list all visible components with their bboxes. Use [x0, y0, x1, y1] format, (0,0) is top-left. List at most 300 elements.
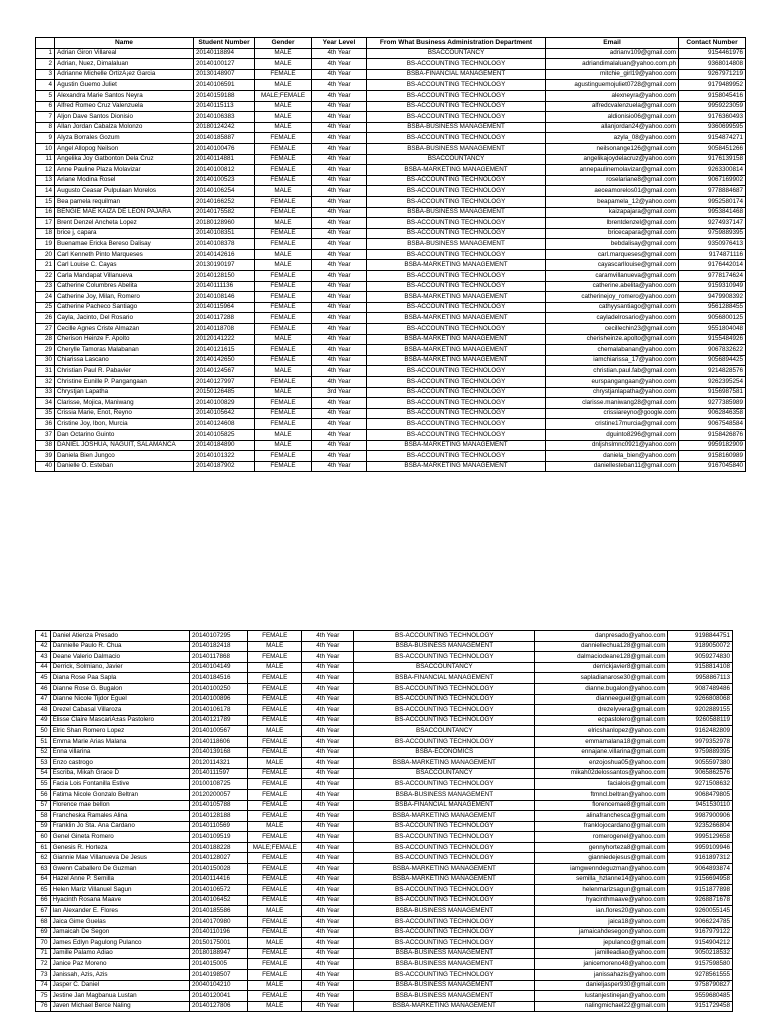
- cell-year-level: 4th Year: [312, 313, 367, 324]
- cell-department: BSACCOUNTANCY: [354, 768, 535, 779]
- cell-gender: FEMALE: [255, 398, 312, 409]
- cell-student-number: 20140121615: [194, 345, 255, 356]
- cell-email: eurspangangaan@yahoo.com: [546, 377, 679, 388]
- cell-name: Genesis R. Horteza: [50, 842, 189, 853]
- cell-department: BS-ACCOUNTING TECHNOLOGY: [354, 683, 535, 694]
- cell-contact-number: 9154904212: [668, 938, 733, 949]
- cell-email: annepaulinemolavizar@gmail.com: [546, 165, 679, 176]
- cell-contact-number: 9055597380: [668, 758, 733, 769]
- cell-contact-number: 9202889155: [668, 705, 733, 716]
- cell-index: 68: [36, 917, 51, 928]
- cell-contact-number: 9154874271: [679, 133, 746, 144]
- table-row: [36, 48, 746, 59]
- cell-year-level: 4th Year: [302, 874, 354, 885]
- cell-gender: MALE: [255, 186, 312, 197]
- table-row: [36, 906, 733, 917]
- cell-department: BSBA-MARKETING MANAGEMENT: [367, 334, 546, 345]
- cell-year-level: 4th Year: [302, 1001, 354, 1012]
- cell-email: cecillechin23@gmail.com: [546, 324, 679, 335]
- cell-email: azyla_08@yahoo.com: [546, 133, 679, 144]
- table-row: [36, 260, 746, 271]
- cell-index: 73: [36, 970, 51, 981]
- cell-contact-number: 9056800125: [679, 313, 746, 324]
- cell-department: BSBA-FINANCIAL MANAGEMENT: [367, 69, 546, 80]
- cell-email: catherinejoy_romero@yahoo.com: [546, 292, 679, 303]
- table-row: [36, 228, 746, 239]
- cell-gender: FEMALE: [248, 970, 302, 981]
- cell-email: cathyysantiago@gmail.com: [546, 302, 679, 313]
- cell-student-number: 20140100476: [194, 143, 255, 154]
- cell-contact-number: 9778174624: [679, 271, 746, 282]
- table-row: [36, 811, 733, 822]
- cell-email: aldionisio06@gmail.com: [546, 112, 679, 123]
- cell-index: 33: [36, 387, 55, 398]
- cell-year-level: 4th Year: [312, 377, 367, 388]
- cell-year-level: 4th Year: [312, 218, 367, 229]
- cell-index: 47: [36, 694, 51, 705]
- cell-email: semilla_hzlanne14@yahoo.com: [535, 874, 668, 885]
- cell-contact-number: 9235266804: [668, 821, 733, 832]
- table-row: [36, 821, 733, 832]
- cell-email: adriandimalaluan@yahoo.com.ph: [546, 59, 679, 70]
- cell-year-level: 4th Year: [302, 652, 354, 663]
- cell-gender: FEMALE: [255, 345, 312, 356]
- cell-student-number: 20140114881: [194, 154, 255, 165]
- cell-department: BSBA-MARKETING MANAGEMENT: [367, 313, 546, 324]
- cell-student-number: 20130148907: [194, 69, 255, 80]
- cell-index: 10: [36, 143, 55, 154]
- cell-index: 46: [36, 683, 51, 694]
- table-row: [36, 631, 733, 642]
- cell-gender: FEMALE: [255, 239, 312, 250]
- cell-department: BS-ACCOUNTING TECHNOLOGY: [367, 175, 546, 186]
- table-row: [36, 726, 733, 737]
- cell-email: drezelyvera@gmail.com: [535, 705, 668, 716]
- cell-department: BSBA-MARKETING MANAGEMENT: [354, 864, 535, 875]
- cell-name: Aljon Dave Santos Dionisio: [55, 112, 194, 123]
- cell-email: dnljshslmnc0921@yahoo.com: [546, 440, 679, 451]
- cell-contact-number: 9167045840: [679, 461, 746, 472]
- cell-year-level: 4th Year: [312, 143, 367, 154]
- cell-department: BSBA-ECONOMICS: [354, 747, 535, 758]
- cell-student-number: 20140142650: [194, 355, 255, 366]
- cell-department: BS-ACCOUNTING TECHNOLOGY: [367, 133, 546, 144]
- cell-gender: FEMALE: [248, 715, 302, 726]
- table-row: [36, 864, 733, 875]
- cell-name: Adrianne Michelle OrtizÃ¡ez Garcia: [55, 69, 194, 80]
- cell-gender: FEMALE: [248, 673, 302, 684]
- table-row: [36, 673, 733, 684]
- cell-student-number: 20140105825: [194, 429, 255, 440]
- cell-gender: FEMALE: [255, 133, 312, 144]
- cell-student-number: 20150175001: [189, 938, 247, 949]
- cell-year-level: 4th Year: [312, 398, 367, 409]
- cell-index: 14: [36, 186, 55, 197]
- cell-department: BSBA-BUSINESS MANAGEMENT: [354, 948, 535, 959]
- table-row: [36, 59, 746, 70]
- table-row: [36, 408, 746, 419]
- cell-contact-number: 9987900906: [668, 811, 733, 822]
- cell-student-number: 20140128027: [189, 853, 247, 864]
- cell-contact-number: 9059274830: [668, 652, 733, 663]
- cell-contact-number: 9065862576: [668, 768, 733, 779]
- table-row: [36, 451, 746, 462]
- table-row: [36, 832, 733, 843]
- cell-year-level: 4th Year: [302, 948, 354, 959]
- cell-name: BENGIE MAE KAIZA DE LEON PAJARA: [55, 207, 194, 218]
- cell-department: BSACCOUNTANCY: [367, 48, 546, 59]
- cell-email: cayladelrosario@yahoo.com: [546, 313, 679, 324]
- cell-email: cristine17murcia@gmail.com: [546, 419, 679, 430]
- cell-student-number: 20140105788: [189, 800, 247, 811]
- table-row: [36, 970, 733, 981]
- cell-department: BSBA-MARKETING MANAGEMENT: [354, 811, 535, 822]
- cell-contact-number: 9067832622: [679, 345, 746, 356]
- cell-gender: MALE: [255, 387, 312, 398]
- cell-gender: MALE: [255, 112, 312, 123]
- cell-name: Carl Louise C. Cayas: [55, 260, 194, 271]
- cell-contact-number: 9179489952: [679, 80, 746, 91]
- cell-index: 16: [36, 207, 55, 218]
- table-row: [36, 366, 746, 377]
- cell-year-level: 4th Year: [302, 832, 354, 843]
- cell-email: cayascarllouise@gmail.com: [546, 260, 679, 271]
- table-row: [36, 991, 733, 1002]
- cell-year-level: 3rd Year: [312, 387, 367, 398]
- cell-year-level: 4th Year: [302, 673, 354, 684]
- cell-contact-number: 9778884687: [679, 186, 746, 197]
- cell-name: Francheska Ramales Alina: [50, 811, 189, 822]
- table-row: [36, 334, 746, 345]
- cell-name: Enna villarina: [50, 747, 189, 758]
- cell-student-number: 20140106572: [189, 885, 247, 896]
- cell-index: 8: [36, 122, 55, 133]
- cell-year-level: 4th Year: [312, 366, 367, 377]
- cell-department: BS-ACCOUNTING TECHNOLOGY: [367, 101, 546, 112]
- cell-name: Dan Octarino Guinto: [55, 429, 194, 440]
- table-row: [36, 133, 746, 144]
- table-row: [36, 377, 746, 388]
- cell-index: 60: [36, 832, 51, 843]
- cell-contact-number: 9154461976: [679, 48, 746, 59]
- cell-contact-number: 9167979122: [668, 927, 733, 938]
- cell-index: 67: [36, 906, 51, 917]
- cell-year-level: 4th Year: [312, 154, 367, 165]
- table-row: [36, 895, 733, 906]
- cell-email: bebdalisay@gmail.com: [546, 239, 679, 250]
- table-row: [36, 281, 746, 292]
- cell-name: Dianne Rose G. Bugalon: [50, 683, 189, 694]
- cell-student-number: 20140127997: [194, 377, 255, 388]
- cell-name: Adrian, Nuez, Dimalaluan: [55, 59, 194, 70]
- cell-gender: FEMALE: [255, 207, 312, 218]
- table-row: [36, 461, 746, 472]
- cell-index: 19: [36, 239, 55, 250]
- cell-year-level: 4th Year: [312, 175, 367, 186]
- cell-student-number: 20140184516: [189, 673, 247, 684]
- cell-gender: FEMALE: [248, 694, 302, 705]
- cell-student-number: 20120141222: [194, 334, 255, 345]
- cell-student-number: 20180128960: [194, 218, 255, 229]
- cell-gender: FEMALE: [248, 631, 302, 642]
- cell-student-number: 20140170980: [189, 917, 247, 928]
- cell-name: Ian Alexander E. Flores: [50, 906, 189, 917]
- cell-gender: MALE: [255, 48, 312, 59]
- cell-year-level: 4th Year: [312, 260, 367, 271]
- cell-contact-number: 9758790827: [668, 980, 733, 991]
- cell-gender: MALE: [248, 980, 302, 991]
- cell-year-level: 4th Year: [312, 271, 367, 282]
- table-row: [36, 101, 746, 112]
- cell-student-number: 20140150028: [189, 864, 247, 875]
- cell-year-level: 4th Year: [312, 249, 367, 260]
- cell-index: 26: [36, 313, 55, 324]
- cell-email: alexneyra@yahoo.com: [546, 90, 679, 101]
- header-email: Email: [546, 38, 679, 49]
- cell-index: 43: [36, 652, 51, 663]
- cell-gender: FEMALE: [255, 271, 312, 282]
- cell-student-number: 20120200057: [189, 789, 247, 800]
- cell-name: Crissia Marie, Enot, Reyno: [55, 408, 194, 419]
- cell-year-level: 4th Year: [312, 228, 367, 239]
- cell-index: 7: [36, 112, 55, 123]
- table-row: [36, 175, 746, 186]
- cell-year-level: 4th Year: [302, 768, 354, 779]
- cell-year-level: 4th Year: [312, 59, 367, 70]
- cell-contact-number: 9151729458: [668, 1001, 733, 1012]
- cell-email: danieljasper930@gmail.com: [535, 980, 668, 991]
- cell-student-number: 20140100127: [194, 59, 255, 70]
- cell-department: BSBA-MARKETING MANAGEMENT: [367, 345, 546, 356]
- table-row: [36, 324, 746, 335]
- cell-year-level: 4th Year: [302, 821, 354, 832]
- cell-department: BS-ACCOUNTING TECHNOLOGY: [354, 927, 535, 938]
- cell-gender: MALE: [255, 260, 312, 271]
- cell-contact-number: 9066224785: [668, 917, 733, 928]
- cell-gender: FEMALE: [248, 927, 302, 938]
- cell-index: 28: [36, 334, 55, 345]
- cell-index: 22: [36, 271, 55, 282]
- cell-gender: FEMALE: [248, 885, 302, 896]
- cell-index: 32: [36, 377, 55, 388]
- cell-year-level: 4th Year: [312, 292, 367, 303]
- cell-name: Escriba, Mikah Grace D: [50, 768, 189, 779]
- cell-department: BSBA-BUSINESS MANAGEMENT: [367, 239, 546, 250]
- cell-index: 66: [36, 895, 51, 906]
- cell-student-number: 20140118708: [194, 324, 255, 335]
- cell-contact-number: 9959223059: [679, 101, 746, 112]
- cell-name: Facia Lois Fontanilla Estive: [50, 779, 189, 790]
- cell-name: Hazel Anne P. Semilla: [50, 874, 189, 885]
- cell-name: Chiarissa Lascano: [55, 355, 194, 366]
- cell-email: lbrentdenzel@gmail.com: [546, 218, 679, 229]
- cell-name: Anne Pauline Plaza Molavizar: [55, 165, 194, 176]
- cell-index: 25: [36, 302, 55, 313]
- cell-name: Drezel Cabasal Villaroza: [50, 705, 189, 716]
- cell-contact-number: 9559680485: [668, 991, 733, 1002]
- cell-name: Catherine Columbres Abelita: [55, 281, 194, 292]
- cell-department: BSBA-BUSINESS MANAGEMENT: [354, 991, 535, 1002]
- cell-year-level: 4th Year: [312, 239, 367, 250]
- cell-name: Cherylle Tamoras Malabanan: [55, 345, 194, 356]
- cell-gender: MALE: [255, 249, 312, 260]
- cell-student-number: 20140198507: [189, 970, 247, 981]
- student-table-part-1: [35, 37, 746, 472]
- cell-index: 13: [36, 175, 55, 186]
- header-year-level: Year Level: [312, 38, 367, 49]
- cell-student-number: 20140105642: [194, 408, 255, 419]
- cell-name: Agustin Guemo Juliet: [55, 80, 194, 91]
- cell-student-number: 20140118606: [189, 736, 247, 747]
- cell-year-level: 4th Year: [312, 90, 367, 101]
- cell-student-number: 20140188228: [189, 842, 247, 853]
- cell-year-level: 4th Year: [312, 133, 367, 144]
- cell-department: BS-ACCOUNTING TECHNOLOGY: [354, 938, 535, 949]
- student-table-part-2: [35, 630, 733, 1012]
- cell-student-number: 20140139168: [189, 747, 247, 758]
- cell-year-level: 4th Year: [312, 461, 367, 472]
- cell-department: BS-ACCOUNTING TECHNOLOGY: [367, 186, 546, 197]
- cell-department: BS-ACCOUNTING TECHNOLOGY: [367, 59, 546, 70]
- cell-year-level: 4th Year: [302, 885, 354, 896]
- cell-index: 37: [36, 429, 55, 440]
- cell-contact-number: 9260055145: [668, 906, 733, 917]
- cell-name: Janice Paz Moreno: [50, 959, 189, 970]
- cell-year-level: 4th Year: [302, 789, 354, 800]
- header-gender: Gender: [255, 38, 312, 49]
- cell-name: Giannie Mae Villanueva De Jesus: [50, 853, 189, 864]
- table-row: [36, 355, 746, 366]
- table-row: [36, 387, 746, 398]
- cell-year-level: 4th Year: [302, 811, 354, 822]
- cell-name: Dannielle Paulo R. Chua: [50, 641, 189, 652]
- cell-email: crissiareyno@google.com: [546, 408, 679, 419]
- cell-gender: FEMALE: [255, 154, 312, 165]
- table-row: [36, 302, 746, 313]
- cell-email: gianniedejesus@gmail.com: [535, 853, 668, 864]
- cell-contact-number: 9759889395: [679, 228, 746, 239]
- cell-index: 27: [36, 324, 55, 335]
- cell-year-level: 4th Year: [312, 302, 367, 313]
- cell-email: adrianv109@gmail.com: [546, 48, 679, 59]
- cell-year-level: 4th Year: [302, 779, 354, 790]
- cell-name: Cecille Agnes Criste Almazan: [55, 324, 194, 335]
- cell-name: DANIEL JOSHUA, NAGUIT, SALAMANCA: [55, 440, 194, 451]
- table-row: [36, 768, 733, 779]
- cell-gender: FEMALE: [248, 779, 302, 790]
- cell-gender: FEMALE: [248, 800, 302, 811]
- cell-student-number: 20140117288: [194, 313, 255, 324]
- cell-contact-number: 9759889395: [668, 747, 733, 758]
- cell-email: ecpastolero@gmail.com: [535, 715, 668, 726]
- table-header-row: [36, 38, 746, 49]
- cell-year-level: 4th Year: [302, 736, 354, 747]
- cell-contact-number: 9368014808: [679, 59, 746, 70]
- cell-gender: FEMALE: [248, 705, 302, 716]
- cell-student-number: 20140187902: [194, 461, 255, 472]
- cell-contact-number: 9176442014: [679, 260, 746, 271]
- cell-email: helenmarizsagun@gmail.com: [535, 885, 668, 896]
- cell-index: 41: [36, 631, 51, 642]
- cell-email: derrickjavier8@gmail.com: [535, 662, 668, 673]
- cell-name: brice j, capara: [55, 228, 194, 239]
- cell-gender: FEMALE: [248, 736, 302, 747]
- cell-department: BS-ACCOUNTING TECHNOLOGY: [367, 271, 546, 282]
- table-row: [36, 789, 733, 800]
- cell-contact-number: 9155484926: [679, 334, 746, 345]
- cell-year-level: 4th Year: [302, 694, 354, 705]
- cell-email: allanjordan24@yahoo.com: [546, 122, 679, 133]
- cell-email: christian.paul.fab@gmail.com: [546, 366, 679, 377]
- table-row: [36, 715, 733, 726]
- table-row: [36, 186, 746, 197]
- cell-name: Carl Kenneth Pinto Marqueses: [55, 249, 194, 260]
- cell-index: 57: [36, 800, 51, 811]
- cell-year-level: 4th Year: [302, 864, 354, 875]
- cell-email: jaica18@yahoo.com: [535, 917, 668, 928]
- cell-index: 6: [36, 101, 55, 112]
- cell-department: BS-ACCOUNTING TECHNOLOGY: [354, 779, 535, 790]
- cell-student-number: 20140182418: [189, 641, 247, 652]
- cell-student-number: 20130190197: [194, 260, 255, 271]
- table-row: [36, 948, 733, 959]
- table-row: [36, 652, 733, 663]
- cell-year-level: 4th Year: [302, 747, 354, 758]
- cell-department: BSBA-MARKETING MANAGEMENT: [367, 440, 546, 451]
- cell-student-number: 20140111136: [194, 281, 255, 292]
- cell-year-level: 4th Year: [312, 355, 367, 366]
- cell-email: ftmncl.beltran@yahoo.com: [535, 789, 668, 800]
- cell-student-number: 2014015005: [189, 959, 247, 970]
- cell-department: BS-ACCOUNTING TECHNOLOGY: [367, 419, 546, 430]
- cell-year-level: 4th Year: [302, 895, 354, 906]
- cell-gender: FEMALE: [255, 419, 312, 430]
- cell-gender: FEMALE: [255, 302, 312, 313]
- cell-index: 23: [36, 281, 55, 292]
- cell-email: kaizapajara@gmail.com: [546, 207, 679, 218]
- cell-department: BS-ACCOUNTING TECHNOLOGY: [354, 652, 535, 663]
- cell-year-level: 4th Year: [312, 419, 367, 430]
- cell-year-level: 4th Year: [312, 165, 367, 176]
- cell-name: Allan Jordan Cabalza Molonzo: [55, 122, 194, 133]
- cell-name: Brent Denzel Ancheta Lopez: [55, 218, 194, 229]
- cell-index: 48: [36, 705, 51, 716]
- table-row: [36, 917, 733, 928]
- table-row: [36, 927, 733, 938]
- cell-contact-number: 9067548584: [679, 419, 746, 430]
- cell-name: Dianne Nicole Tijdor Eguel: [50, 694, 189, 705]
- cell-name: Alexandra Marie Santos Neyra: [55, 90, 194, 101]
- cell-student-number: 20140106383: [194, 112, 255, 123]
- table-row: [36, 736, 733, 747]
- cell-email: romerogenel@yahoo.com: [535, 832, 668, 843]
- cell-index: 9: [36, 133, 55, 144]
- table-row: [36, 1001, 733, 1012]
- cell-name: Cherison Heinze F. Apolto: [55, 334, 194, 345]
- cell-gender: MALE;FEMALE: [255, 90, 312, 101]
- table-row: [36, 853, 733, 864]
- cell-contact-number: 9959182909: [679, 440, 746, 451]
- cell-student-number: 20180188947: [189, 948, 247, 959]
- cell-department: BSBA-BUSINESS MANAGEMENT: [367, 207, 546, 218]
- cell-year-level: 4th Year: [302, 800, 354, 811]
- table-row: [36, 239, 746, 250]
- cell-student-number: 20140175582: [194, 207, 255, 218]
- table-body: [36, 48, 746, 472]
- table-row: [36, 249, 746, 260]
- table-row: [36, 779, 733, 790]
- cell-email: danniellechua128@gmail.com: [535, 641, 668, 652]
